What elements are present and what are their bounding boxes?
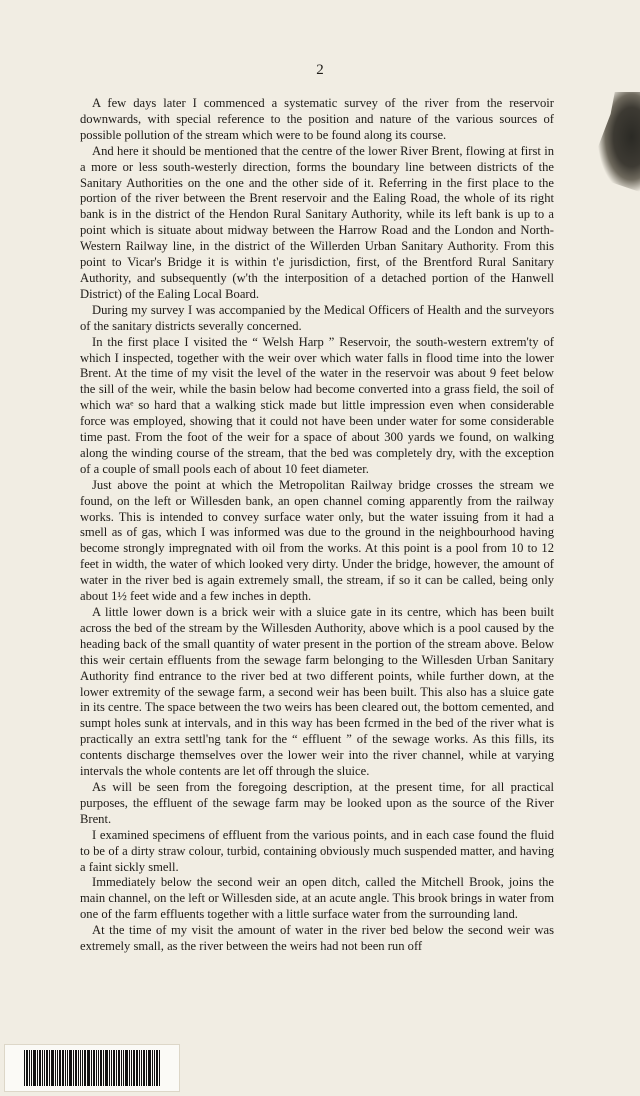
barcode-stripe xyxy=(87,1050,90,1086)
barcode-stripe xyxy=(148,1050,151,1086)
barcode-stripe xyxy=(121,1050,122,1086)
barcode-stripe xyxy=(146,1050,147,1086)
barcode-stripe xyxy=(123,1050,124,1086)
barcode-stripe xyxy=(136,1050,138,1086)
barcode-stripe xyxy=(42,1050,43,1086)
barcode-stripe xyxy=(96,1050,97,1086)
paragraph: At the time of my visit the amount of water in the river bed below the second weir was extremely small, as the river between the weirs had not been run off xyxy=(80,923,554,954)
library-barcode xyxy=(4,1044,180,1092)
barcode-stripe xyxy=(103,1050,104,1086)
barcode-stripe xyxy=(37,1050,38,1086)
barcode-stripe xyxy=(111,1050,112,1086)
barcode-stripe xyxy=(31,1050,32,1086)
barcode-stripe xyxy=(82,1050,83,1086)
barcode-stripe xyxy=(93,1050,95,1086)
barcode-stripe xyxy=(84,1050,86,1086)
barcode-stripe xyxy=(159,1050,160,1086)
barcode-stripe xyxy=(113,1050,115,1086)
paragraph: A little lower down is a brick weir with a sluice gate in its centre, which has been built across the bed of the stream by the Willesden Authority, above which is a pool caused by the heading back of the small quantity of water present in the portion of the stream above. Below this weir certain effluents from the sewage farm belonging to the Willesden Urban Sanitary Authority find entrance to the river bed at two different points, while further down, at the lower extremity of the sewage farm, a second weir has been built. This also has a sluice gate in its centre. The space between the two weirs has been cleared out, the bottom cemented, and sumpt holes sunk at intervals, and in this way has been fcrmed in the bed of the river what is practically an extra settl'ng tank for the “ effluent ” of the sewage works. As this fills, its contents discharge themselves over the lower weir into the river channel, while at varying intervals the whole contents are let off through the sluice. xyxy=(80,605,554,779)
barcode-stripe xyxy=(69,1050,72,1086)
barcode-stripe xyxy=(65,1050,66,1086)
barcode-stripe xyxy=(143,1050,145,1086)
barcode-stripe xyxy=(29,1050,30,1086)
barcode-stripe xyxy=(109,1050,110,1086)
paragraph: As will be seen from the foregoing description, at the present time, for all practical purposes, the effluent of the sewage farm may be looked upon as the source of the River Brent. xyxy=(80,779,554,826)
barcode-stripe xyxy=(57,1050,58,1086)
page-number: 2 xyxy=(316,62,324,78)
barcode-stripe xyxy=(24,1050,25,1086)
barcode-stripe xyxy=(118,1050,120,1086)
barcode-bars xyxy=(24,1050,161,1086)
barcode-stripe xyxy=(78,1050,79,1086)
barcode-stripe xyxy=(98,1050,99,1086)
barcode-stripe xyxy=(100,1050,102,1086)
barcode-stripe xyxy=(49,1050,50,1086)
paragraph: I examined specimens of effluent from the various points, and in each case found the fluid to be of a dirty straw colour, turbid, containing obviously much suspended matter, and having a faint sickly smell. xyxy=(80,827,554,874)
paragraph: In the first place I visited the “ Welsh Harp ” Reservoir, the south-western extrem'ty of which I inspected, together with the weir over which water falls in flood time into the lower Brent. At the time of my visit the level of the water in the reservoir was about 9 feet below the sill of the weir, while the basin below had become converted into a grass field, the soil of which waᵉ so hard that a walking stick made but little impression even when considerable force was employed, showing that it could not have been under water for some considerable time past. From the foot of the weir for a space of about 300 yards we found, on walking along the winding course of the stream, that the bed was completely dry, with the exception of a couple of small pools each of about 10 feet diameter. xyxy=(80,334,554,476)
barcode-stripe xyxy=(33,1050,36,1086)
paragraph: A few days later I commenced a systematic survey of the river from the reservoir downwards, with special reference to the position and nature of the various sources of possible pollution of the stream which were to be found along its course. xyxy=(80,96,554,142)
barcode-stripe xyxy=(55,1050,56,1086)
barcode-stripe xyxy=(26,1050,28,1086)
barcode-stripe xyxy=(44,1050,45,1086)
barcode-stripe xyxy=(152,1050,153,1086)
barcode-stripe xyxy=(91,1050,92,1086)
paragraph: Immediately below the second weir an open ditch, called the Mitchell Brook, joins the main channel, on the left or Willesden side, at an acute angle. This brook brings in water from one of the farm effluents together with a little surface water from the surrounding land. xyxy=(80,875,554,922)
barcode-stripe xyxy=(80,1050,81,1086)
barcode-stripe xyxy=(156,1050,158,1086)
barcode-stripe xyxy=(75,1050,77,1086)
barcode-stripe xyxy=(39,1050,41,1086)
barcode-stripe xyxy=(141,1050,142,1086)
barcode-stripe xyxy=(139,1050,140,1086)
barcode-stripe xyxy=(62,1050,64,1086)
paragraph: Just above the point at which the Metropolitan Railway bridge crosses the stream we found, on the left or Willesden bank, an open channel coming apparently from the railway works. This is intended to convey surface water only, but the water issuing from it had a smell as of gas, which I was informed was due to the ground in the neighbourhood having become strongly impregnated with oil from the works. At this point is a pool from 10 to 12 feet in width, the water of which looked very dirty. Under the bridge, however, the amount of water in the river bed is again extremely small, the stream, if so it can be called, being only about 1½ feet wide and a few inches in depth. xyxy=(80,477,554,604)
barcode-stripe xyxy=(133,1050,135,1086)
barcode-stripe xyxy=(154,1050,155,1086)
barcode-stripe xyxy=(131,1050,132,1086)
barcode-stripe xyxy=(67,1050,68,1086)
edge-stain xyxy=(598,92,640,192)
barcode-stripe xyxy=(59,1050,61,1086)
barcode-stripe xyxy=(116,1050,117,1086)
barcode-stripe xyxy=(129,1050,130,1086)
paragraph: And here it should be mentioned that the centre of the lower River Brent, flowing at first in a more or less south-westerly direction, forms the boundary line between districts of the Sanitary Authorities on the one and the other side of it. Referring in the first place to the portion of the river between the Brent reservoir and the Ealing Road, the whole of its right bank is in the district of the Hendon Rural Sanitary Authority, while its left bank is up to a point which is situate about midway between the Harrow Road and the London and North-Western Railway line, in the district of the Willerden Urban Sanitary Authority. From this point to Vicar's Bridge it is within t'e jurisdiction, first, of the Brentford Rural Sanitary Authority, and subsequently (w'th the interposition of a detached portion of the Hanwell District) of the Ealing Local Board. xyxy=(80,143,554,301)
barcode-stripe xyxy=(51,1050,54,1086)
barcode-stripe xyxy=(105,1050,108,1086)
barcode-stripe xyxy=(46,1050,48,1086)
barcode-stripe xyxy=(125,1050,128,1086)
paragraph: During my survey I was accompanied by the Medical Officers of Health and the surveyors of the sanitary districts severally concerned. xyxy=(80,302,554,333)
body-text xyxy=(80,96,554,955)
barcode-stripe xyxy=(73,1050,74,1086)
